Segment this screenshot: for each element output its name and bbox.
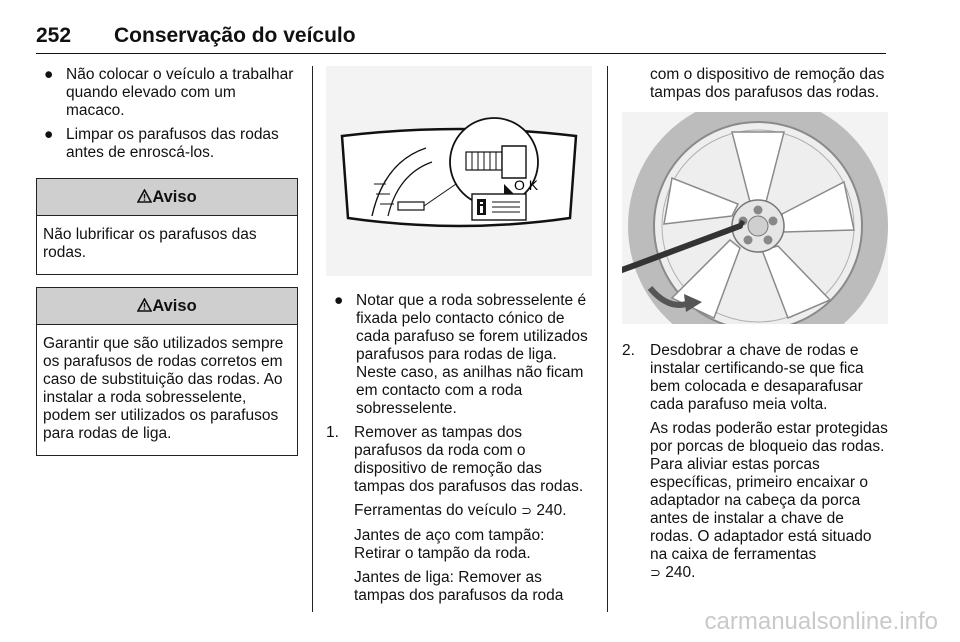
warning-header [37,179,297,216]
step-text: Desdobrar a chave de rodas e instalar certificando-se que fica bem colocada e desaparafusar cada parafuso meia volta. [650,342,864,413]
column-divider [607,66,608,612]
warning-text: Não lubrificar os parafusos das rodas. [43,226,257,261]
column-3 [622,66,888,589]
page-reference[interactable]: 240. [665,564,696,581]
wheel-wrench-diagram-icon [622,112,888,324]
warning-title: Aviso [152,188,197,206]
bullet-text: Limpar os parafusos das rodas antes de enroscá-los. [66,126,279,161]
page-number: 252 [36,24,72,47]
step-1 [326,424,592,496]
step-note [622,420,888,583]
note-text: Ferramentas do veículo [354,502,517,519]
header-rule [36,53,886,54]
page-reference-arrow-icon: ⊃ [650,566,661,581]
list-item [36,66,298,120]
column-divider [312,66,313,612]
bullet-icon: ● [44,66,54,83]
section-title: Conservação do veículo [114,24,356,47]
warning-box [36,178,298,275]
warning-header [37,288,297,325]
step-note: Jantes de liga: Remover as tampas dos parafusos da roda [354,569,564,604]
step-number: 1. [326,424,339,441]
bullet-text: Notar que a roda sobresselente é fixada pelo contacto cónico de cada parafuso se forem utilizados parafusos para rodas de liga. Neste caso, as anilhas não ficam em contacto com a roda sobresselente. [356,292,588,417]
warning-triangle-icon [137,298,152,312]
step-2 [622,342,888,414]
bullet-icon: ● [44,126,54,143]
wheel-bolt-diagram-icon [326,66,592,276]
list-item [326,292,592,418]
continued-text: com o dispositivo de remoção das tampas dos parafusos das rodas. [650,66,885,101]
warning-text: Garantir que são utilizados sempre os parafusos de rodas corretos em caso de substituição das rodas. Ao instalar a roda sobresselente, podem ser utilizados os parafusos para rodas de liga. [43,335,284,442]
column-2 [326,66,592,611]
bullet-text: Não colocar o veículo a trabalhar quando elevado com um macaco. [66,66,294,119]
warning-triangle-icon [137,189,152,203]
note-text: As rodas poderão estar protegidas por porcas de bloqueio das rodas. Para aliviar estas porcas específicas, primeiro encaixar o adaptador na cabeça da porca antes de instalar a chave de rodas. O adaptador está situado na caixa de ferramentas [650,420,888,563]
step-text: Remover as tampas dos parafusos da roda com o dispositivo de remoção das tampas dos parafusos das rodas. [354,424,584,495]
list-item [36,126,298,162]
wheel-wrench-illustration [622,112,888,324]
wheel-bolt-illustration [326,66,592,276]
page-reference-arrow-icon: ⊃ [521,504,533,519]
page-reference[interactable]: 240. [536,502,567,519]
step-note [326,502,592,521]
page-header [36,20,886,54]
figure-ok-label: O K [514,177,539,193]
step-note: Jantes de aço com tampão: Retirar o tampão da roda. [354,527,545,562]
step-number: 2. [622,342,635,359]
watermark: carmanualsonline.info [704,608,938,635]
warning-box [36,287,298,456]
column-1 [36,66,298,456]
bullet-icon: ● [334,292,344,309]
warning-title: Aviso [152,297,197,315]
